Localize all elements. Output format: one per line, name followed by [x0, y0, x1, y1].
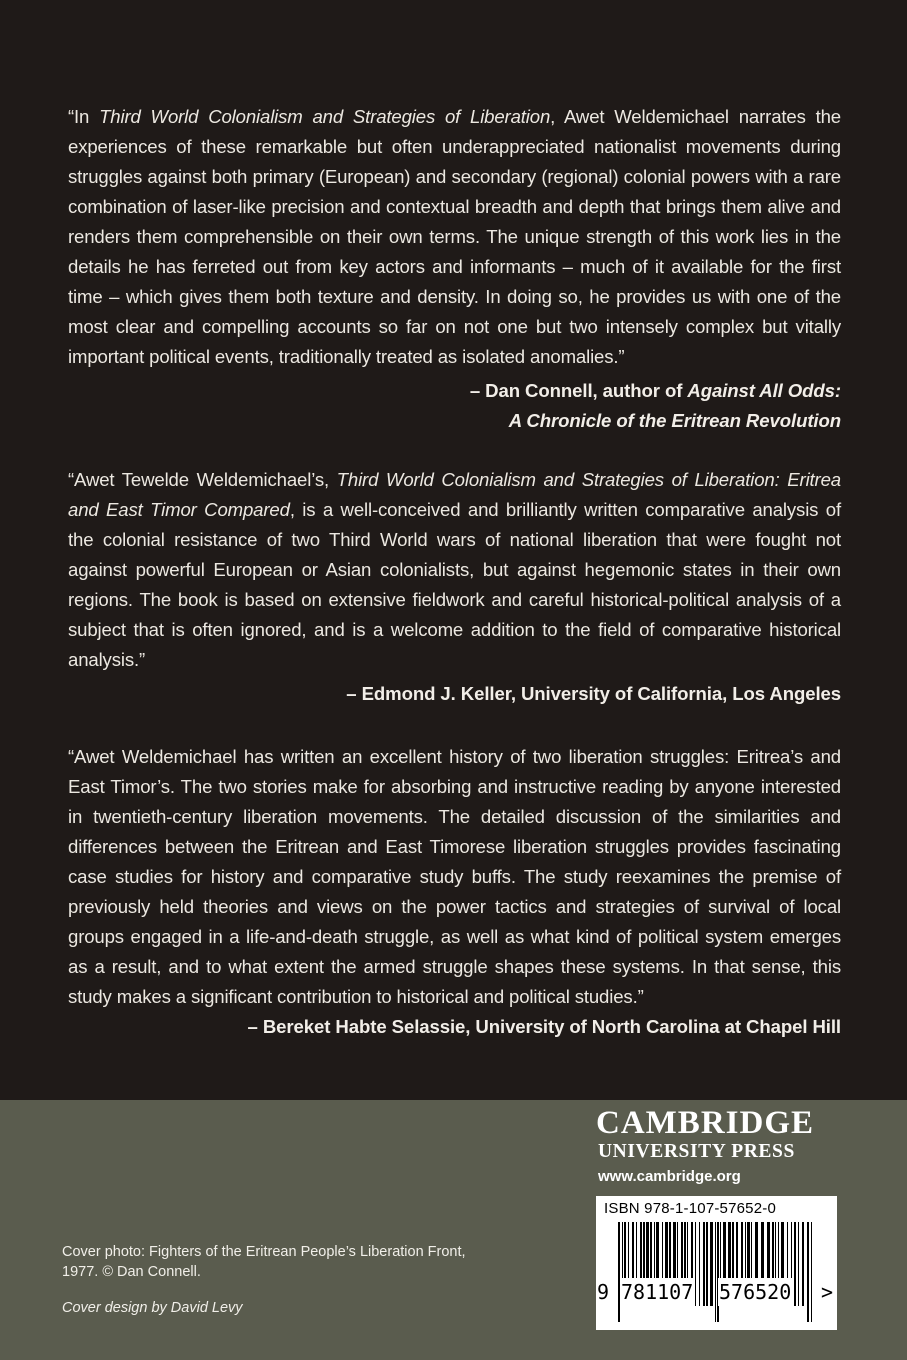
isbn-label: ISBN 978-1-107-57652-0	[604, 1200, 777, 1217]
attribution-1-book-line2: A Chronicle of the Eritrean Revolution	[508, 410, 841, 431]
attribution-1-book-line1: Against All Odds:	[687, 380, 841, 401]
quote-1-book-title: Third World Colonialism and Strategies of Liberation	[99, 106, 551, 127]
attribution-1-name: – Dan Connell, author of	[469, 380, 688, 401]
isbn-barcode	[596, 1196, 837, 1330]
barcode-end-mark: >	[821, 1280, 834, 1304]
quote-2-book-title: Third World Colonialism and Strategies of Liberation: Eritrea and East Timor Compared	[68, 469, 841, 520]
quote-1-part-1: “In	[68, 106, 100, 127]
quote-2-part-3: , is a well-conceived and brilliantly written comparative analysis of the colonial resistance of two Third World wars of national liberation that were fought not against powerful European or Asian colonialists, but against hegemonic states in their own regions. The book is based on extensive fieldwork and careful historical-political analysis of a subject that is often ignored, and is a welcome addition to the field of comparative historical analysis.”	[68, 499, 842, 670]
endorsement-quote-2	[68, 465, 841, 675]
quote-2-part-1: “Awet Tewelde Weldemichael’s,	[68, 469, 337, 490]
barcode-digits-group-2: 576520	[719, 1280, 792, 1304]
endorsement-quote-3	[68, 742, 841, 1012]
barcode-digits-group-1: 781107	[621, 1280, 694, 1304]
publisher-logo-press: UNIVERSITY PRESS	[598, 1141, 795, 1162]
endorsement-attribution-1	[141, 376, 841, 436]
endorsement-attribution-3: – Bereket Habte Selassie, University of North Carolina at Chapel Hill	[247, 1016, 841, 1037]
quote-1-part-3: , Awet Weldemichael narrates the experiences of these remarkable but often underappreciated nationalist movements during struggles against both primary (European) and secondary (regional) colonial powers with a rare combination of laser-like precision and contextual breadth and depth that brings them alive and renders them comprehensible on their own terms. The unique strength of this work lies in the details he has ferreted out from key actors and informants – much of it available for the first time – which gives them both texture and density. In doing so, he provides us with one of the most clear and compelling accounts so far on not one but two intensely complex but vitally important political events, traditionally treated as isolated anomalies.”	[68, 106, 841, 367]
cover-photo-credit: Cover photo: Fighters of the Eritrean People’s Liberation Front, 1977. © Dan Connell.	[62, 1244, 466, 1280]
endorsement-attribution-2: – Edmond J. Keller, University of California, Los Angeles	[346, 683, 841, 704]
endorsement-quote-1	[68, 102, 841, 372]
barcode-digit-first: 9	[597, 1280, 610, 1304]
publisher-url: www.cambridge.org	[598, 1168, 741, 1185]
barcode-digits	[596, 1278, 837, 1308]
cover-design-credit: Cover design by David Levy	[62, 1300, 243, 1316]
quote-3-text: “Awet Weldemichael has written an excellent history of two liberation struggles: Eritrea’s and East Timor’s. The two stories make for absorbing and instructive reading by anyone interested in twentieth-century liberation movements. The detailed discussion of the similarities and differences between the Eritrean and East Timorese liberation struggles provides fascinating case studies for history and comparative study buffs. The study reexamines the premise of previously held theories and views on the power tactics and strategies of survival of local groups engaged in a life-and-death struggle, as well as what kind of political system emerges as a result, and to what extent the armed struggle shapes these systems. In that sense, this study makes a significant contribution to historical and political studies.”	[68, 746, 841, 1007]
publisher-logo-name: CAMBRIDGE	[596, 1105, 815, 1141]
